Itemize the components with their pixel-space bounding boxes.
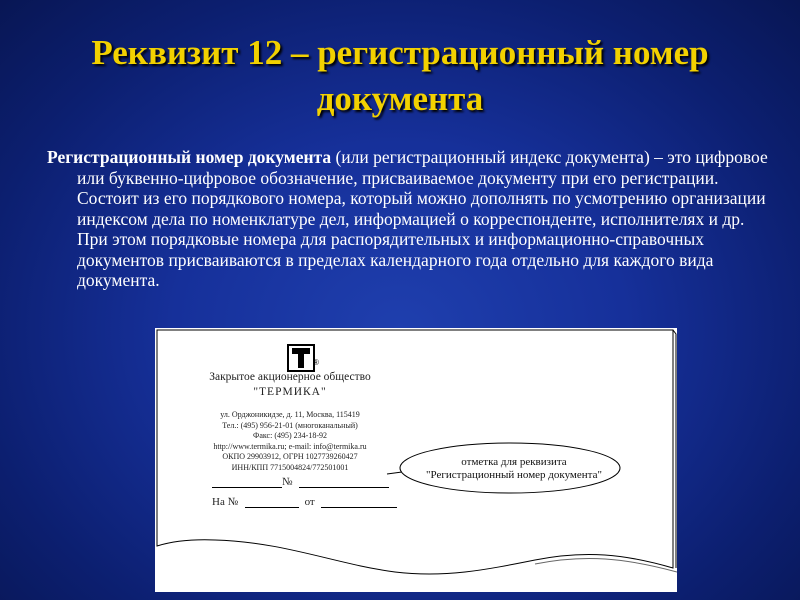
reference-number-field xyxy=(212,496,397,508)
slide-title: Реквизит 12 – регистрационный номер документа xyxy=(91,33,709,118)
definition-term: Регистрационный номер документа xyxy=(47,147,332,167)
company-logo xyxy=(287,344,315,372)
definition-text: (или регистрационный индекс документа) – это цифровое или буквенно-цифровое обозначение, присваиваемое документу при его регистрации. Состоит из его порядкового номера, который можно дополнять по усмотрению организации индексом дела по номенклатуре дел, информацией о корреспонденте, исполнителях и др. При этом порядковые номера для распорядительных и информационно-справочных документов присваиваются в пределах календарного года отдельно для каждого вида документа. xyxy=(77,147,768,290)
reference-label: На № xyxy=(212,496,239,508)
callout-bubble-text xyxy=(403,456,625,482)
from-label: от xyxy=(304,496,315,508)
org-web: http://www.termika.ru; e-mail: info@termika.ru xyxy=(213,441,367,451)
org-address: ул. Орджоникидзе, д. 11, Москва, 115419 xyxy=(220,410,360,419)
callout-line-2: "Регистрационный номер документа" xyxy=(426,469,602,481)
document-sample xyxy=(155,328,677,592)
org-okpo: ОКПО 29903912, ОГРН 1027739260427 xyxy=(222,452,358,461)
org-name: "ТЕРМИКА" xyxy=(253,386,327,398)
org-phone: Тел.: (495) 956-21-01 (многоканальный) xyxy=(222,420,358,430)
callout-line-1: отметка для реквизита xyxy=(461,456,567,468)
definition-paragraph xyxy=(47,147,777,291)
org-type: Закрытое акционерное общество xyxy=(209,371,371,383)
org-inn: ИНН/КПП 7715004824/772501001 xyxy=(231,462,349,472)
org-fax: Факс: (495) 234-18-92 xyxy=(253,431,327,440)
org-details xyxy=(195,410,385,473)
registration-number-field xyxy=(212,476,389,488)
number-sign: № xyxy=(282,476,293,488)
registered-mark: ® xyxy=(313,358,319,367)
